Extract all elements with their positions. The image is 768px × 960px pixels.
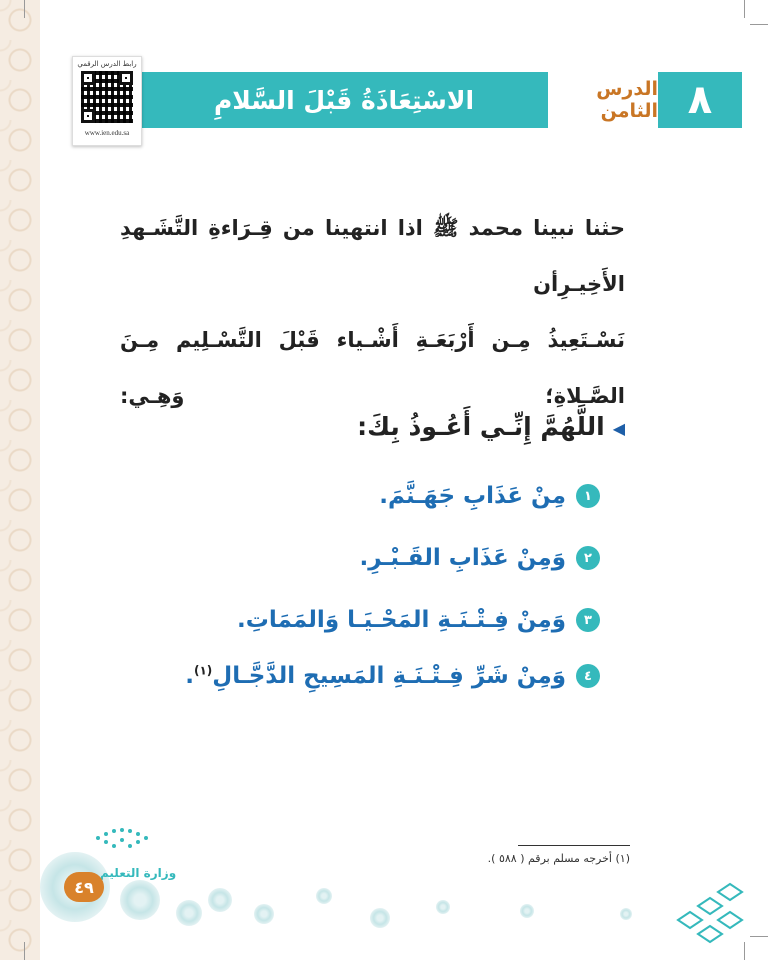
qr-finder-icon (81, 71, 95, 85)
decorative-rosette-icon (208, 888, 232, 912)
item-number-badge: ١ (576, 484, 600, 508)
crop-mark (750, 936, 768, 937)
qr-url[interactable]: www.ien.edu.sa (84, 129, 130, 137)
footnote-mark[interactable]: (١) (193, 663, 213, 678)
lesson-label: الدرس الثامن (596, 78, 658, 122)
triangle-bullet-icon: ◀ (612, 418, 625, 438)
footnote: (١) أخرجه مسلم برقم ( ٥٨٨ ). (487, 852, 630, 865)
decorative-rosette-icon (520, 904, 534, 918)
list-item (250, 476, 600, 516)
item-number-badge: ٢ (576, 546, 600, 570)
intro-line: نَسْـتَعِيذُ مِـن أَرْبَعَـةِ أَشْـياء قَبْلَ التَّسْـلِيم مِـنَ الصَّـلاةِ؛ وَهِـي: (120, 328, 625, 408)
qr-finder-icon (119, 71, 133, 85)
lesson-label-box (548, 72, 658, 128)
qr-caption: رابط الدرس الرقمي (77, 60, 137, 68)
lesson-title: الاسْتِعَاذَةُ قَبْلَ السَّلامِ (213, 85, 475, 115)
lesson-number: ٨ (687, 77, 713, 123)
item-text-body: وَمِنْ شَرِّ فِـتْـنَـةِ المَسِيحِ الدَّجَّـالِ (212, 663, 566, 689)
page-number: ٤٩ (64, 872, 104, 902)
qr-code-icon[interactable] (81, 71, 133, 123)
qr-finder-icon (81, 109, 95, 123)
decorative-rosette-icon (436, 900, 450, 914)
list-item (250, 538, 600, 578)
decorative-side-strip (0, 0, 40, 960)
decorative-rosette-icon (120, 880, 160, 920)
crop-mark (24, 942, 25, 960)
corner-geometric-icon (668, 880, 748, 950)
intro-paragraph (120, 200, 625, 424)
decorative-rosette-icon (370, 908, 390, 928)
item-number-badge: ٣ (576, 608, 600, 632)
crop-mark (24, 0, 25, 18)
dua-heading (340, 412, 625, 441)
decorative-rosette-icon (620, 908, 632, 920)
item-text (185, 663, 566, 689)
item-number-badge: ٤ (576, 664, 600, 688)
item-text: مِنْ عَذَابِ جَهَـنَّمَ. (379, 483, 566, 509)
decorative-rosette-icon (254, 904, 274, 924)
ministry-logo-icon (96, 826, 152, 850)
dua-heading-text: اللَّهُمَّ إِنِّـي أَعُـوذُ بِكَ: (357, 412, 605, 441)
footnote-divider (518, 845, 630, 846)
crop-mark (750, 24, 768, 25)
decorative-rosette-icon (176, 900, 202, 926)
list-item (185, 656, 600, 696)
intro-line: حثنا نبينا محمد ﷺ اذا انتهينا من قِـرَاءةِ التَّشَـهدِ الأَخِيـرِأن (120, 216, 625, 296)
qr-card[interactable] (72, 56, 142, 146)
ministry-name: وزارة التعليم (100, 866, 177, 880)
lesson-number-box (658, 72, 742, 128)
crop-mark (744, 0, 745, 18)
item-text-end: . (185, 663, 194, 689)
decorative-rosette-icon (316, 888, 332, 904)
list-item (236, 600, 600, 640)
item-text: وَمِنْ فِـتْـنَـةِ المَحْـيَـا وَالمَمَاتِ. (236, 607, 566, 633)
item-text: وَمِنْ عَذَابِ القَـبْـرِ. (359, 545, 566, 571)
